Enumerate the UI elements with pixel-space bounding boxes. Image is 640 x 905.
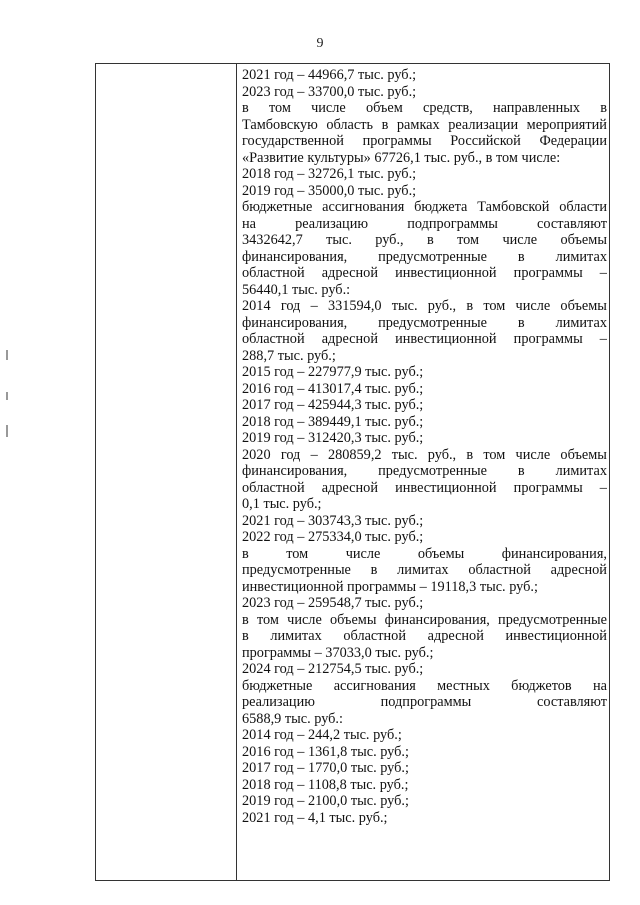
- text-line: [242, 117, 607, 134]
- word: местных: [437, 677, 490, 694]
- word: в: [381, 116, 389, 133]
- word: реализацию: [242, 694, 315, 710]
- text-line: [242, 612, 607, 629]
- word: инвестиционной: [395, 331, 497, 347]
- word: том: [457, 232, 480, 248]
- word: адресной: [550, 562, 607, 578]
- word: бюджетные: [242, 677, 313, 694]
- word: 280859,2: [327, 446, 382, 463]
- word: объемы: [329, 611, 377, 628]
- word: тыс.: [326, 232, 352, 248]
- word: направленных: [492, 100, 581, 116]
- word: на: [242, 215, 256, 232]
- word: том: [483, 446, 506, 463]
- text-line: [242, 232, 607, 249]
- text-line: [242, 546, 607, 563]
- word: числе: [287, 611, 322, 628]
- text-line: [242, 265, 607, 282]
- text-line: 2021 год – 303743,3 тыс. руб.;: [242, 512, 424, 529]
- page-number: 9: [316, 36, 324, 51]
- word: в: [517, 248, 525, 265]
- word: в: [426, 232, 434, 248]
- text-line: 2021 год – 4,1 тыс. руб.;: [242, 809, 388, 826]
- word: предусмотренные: [378, 463, 488, 479]
- text-line: [242, 100, 607, 117]
- text-line: инвестиционной программы – 19118,3 тыс. руб.;: [242, 578, 538, 595]
- word: область: [326, 116, 374, 133]
- text-line: 2019 год – 312420,3 тыс. руб.;: [242, 430, 424, 446]
- word: руб.,: [427, 446, 457, 463]
- text-line: 2017 год – 1770,0 тыс. руб.;: [242, 760, 409, 776]
- word: государственной: [242, 133, 344, 149]
- word: тыс.: [391, 446, 418, 463]
- word: инвестиционной: [395, 265, 497, 281]
- word: объемы: [560, 298, 607, 314]
- word: лимитах: [397, 562, 449, 578]
- word: год: [280, 446, 301, 463]
- word: бюджета: [414, 199, 468, 215]
- word: подпрограммы: [380, 694, 472, 710]
- column-divider: [236, 64, 237, 880]
- word: 2020: [242, 446, 271, 463]
- text-line: [242, 447, 607, 464]
- scan-artifact: [6, 350, 8, 360]
- word: объемы: [560, 446, 607, 463]
- word: лимитах: [555, 463, 607, 479]
- word: ассигнования: [322, 199, 405, 215]
- text-line: [242, 463, 607, 480]
- word: 331594,0: [327, 298, 382, 314]
- word: в: [242, 611, 249, 628]
- table-cell-content: [242, 67, 607, 826]
- word: реализацию: [295, 215, 369, 232]
- text-line: «Развитие культуры» 67726,1 тыс. руб., в том числе:: [242, 149, 561, 166]
- word: программы: [362, 133, 432, 149]
- word: объемы: [560, 232, 607, 248]
- word: числе: [502, 232, 538, 248]
- text-line: [242, 315, 607, 332]
- word: инвестиционной: [505, 628, 607, 644]
- word: области: [559, 199, 607, 215]
- word: –: [599, 331, 607, 347]
- text-line: [242, 480, 607, 497]
- text-line: 0,1 тыс. руб.;: [242, 496, 322, 512]
- scan-artifact: [6, 392, 8, 400]
- word: рамках: [396, 116, 440, 133]
- text-line: [242, 694, 607, 711]
- text-line: 2024 год – 212754,5 тыс. руб.;: [242, 661, 424, 677]
- word: инвестиционной: [395, 479, 497, 496]
- word: –: [599, 265, 607, 281]
- word: программы: [513, 265, 583, 281]
- word: в: [600, 100, 607, 116]
- text-line: [242, 249, 607, 266]
- word: числе: [345, 545, 381, 562]
- text-line: 288,7 тыс. руб.;: [242, 347, 336, 364]
- word: ассигнования: [333, 677, 416, 694]
- word: в: [466, 298, 474, 314]
- word: финансирования,: [242, 463, 348, 479]
- word: мероприятий: [526, 116, 607, 133]
- word: финансирования,: [242, 248, 348, 265]
- word: реализации: [448, 116, 519, 133]
- word: адресной: [321, 331, 378, 347]
- word: Тамбовской: [477, 199, 550, 215]
- word: в: [242, 100, 249, 116]
- word: том: [268, 100, 291, 116]
- word: объемы: [417, 545, 465, 562]
- word: подпрограммы: [407, 215, 498, 232]
- word: составляют: [537, 215, 607, 232]
- text-line: 2021 год – 44966,7 тыс. руб.;: [242, 67, 417, 83]
- word: в: [370, 562, 378, 578]
- word: тыс.: [391, 298, 418, 314]
- word: том: [256, 611, 279, 628]
- word: лимитах: [555, 314, 607, 331]
- text-line: программы – 37033,0 тыс. руб.;: [242, 644, 434, 661]
- text-line: [242, 216, 607, 233]
- word: составляют: [537, 694, 607, 710]
- word: бюджетов: [511, 677, 572, 694]
- word: финансирования,: [242, 314, 348, 331]
- word: областной: [343, 628, 406, 644]
- word: числе: [311, 100, 346, 116]
- word: предусмотренные: [498, 611, 607, 628]
- word: в: [466, 446, 474, 463]
- text-line: [242, 331, 607, 348]
- text-line: 2019 год – 35000,0 тыс. руб.;: [242, 182, 417, 199]
- text-line: [242, 562, 607, 579]
- text-line: 2018 год – 1108,8 тыс. руб.;: [242, 776, 409, 793]
- word: Российской: [450, 133, 521, 149]
- word: год: [280, 298, 301, 314]
- word: предусмотренные: [242, 562, 351, 578]
- word: программы: [513, 479, 583, 496]
- word: числе: [515, 298, 551, 314]
- word: лимитах: [555, 248, 607, 265]
- word: 3432642,7: [242, 232, 303, 248]
- text-line: [242, 628, 607, 645]
- word: Тамбовскую: [242, 116, 318, 133]
- document-table: [95, 63, 610, 881]
- word: числе: [515, 446, 551, 463]
- text-line: [242, 298, 607, 315]
- word: финансирования,: [384, 611, 490, 628]
- text-line: 2023 год – 33700,0 тыс. руб.;: [242, 83, 417, 100]
- text-line: 2022 год – 275334,0 тыс. руб.;: [242, 529, 424, 545]
- word: в: [242, 628, 249, 644]
- word: –: [310, 298, 318, 314]
- word: том: [483, 298, 506, 314]
- text-line: 56440,1 тыс. руб.:: [242, 281, 351, 298]
- word: 2014: [242, 298, 271, 314]
- word: программы: [513, 331, 583, 347]
- text-line: [242, 678, 607, 695]
- text-line: [242, 199, 607, 216]
- text-line: [242, 133, 607, 150]
- word: на: [592, 677, 607, 694]
- text-line: 2014 год – 244,2 тыс. руб.;: [242, 727, 402, 743]
- word: руб.,: [427, 298, 457, 314]
- word: лимитах: [270, 628, 322, 644]
- word: предусмотренные: [378, 248, 488, 265]
- word: средств,: [422, 100, 473, 116]
- word: адресной: [321, 479, 378, 496]
- word: финансирования,: [501, 545, 607, 562]
- word: в: [517, 463, 525, 479]
- text-line: 2015 год – 227977,9 тыс. руб.;: [242, 364, 424, 380]
- word: в: [517, 314, 525, 331]
- word: адресной: [427, 628, 484, 644]
- text-line: 6588,9 тыс. руб.:: [242, 710, 343, 727]
- text-line: 2018 год – 32726,1 тыс. руб.;: [242, 166, 417, 182]
- word: том: [286, 545, 309, 562]
- word: в: [242, 545, 249, 562]
- text-line: 2017 год – 425944,3 тыс. руб.;: [242, 397, 424, 413]
- text-line: 2023 год – 259548,7 тыс. руб.;: [242, 595, 424, 611]
- word: областной: [242, 265, 305, 281]
- text-line: 2018 год – 389449,1 тыс. руб.;: [242, 413, 424, 430]
- text-line: 2016 год – 1361,8 тыс. руб.;: [242, 743, 409, 760]
- word: областной: [468, 562, 531, 578]
- word: областной: [242, 479, 305, 496]
- word: областной: [242, 331, 305, 347]
- word: адресной: [321, 265, 378, 281]
- word: руб.,: [375, 232, 404, 248]
- text-line: 2019 год – 2100,0 тыс. руб.;: [242, 793, 409, 809]
- word: –: [599, 479, 607, 496]
- word: бюджетные: [242, 199, 313, 215]
- text-line: 2016 год – 413017,4 тыс. руб.;: [242, 380, 424, 397]
- scan-artifact: [6, 425, 8, 437]
- word: объем: [365, 100, 403, 116]
- word: Федерации: [539, 133, 607, 149]
- word: предусмотренные: [378, 314, 488, 331]
- word: –: [310, 446, 318, 463]
